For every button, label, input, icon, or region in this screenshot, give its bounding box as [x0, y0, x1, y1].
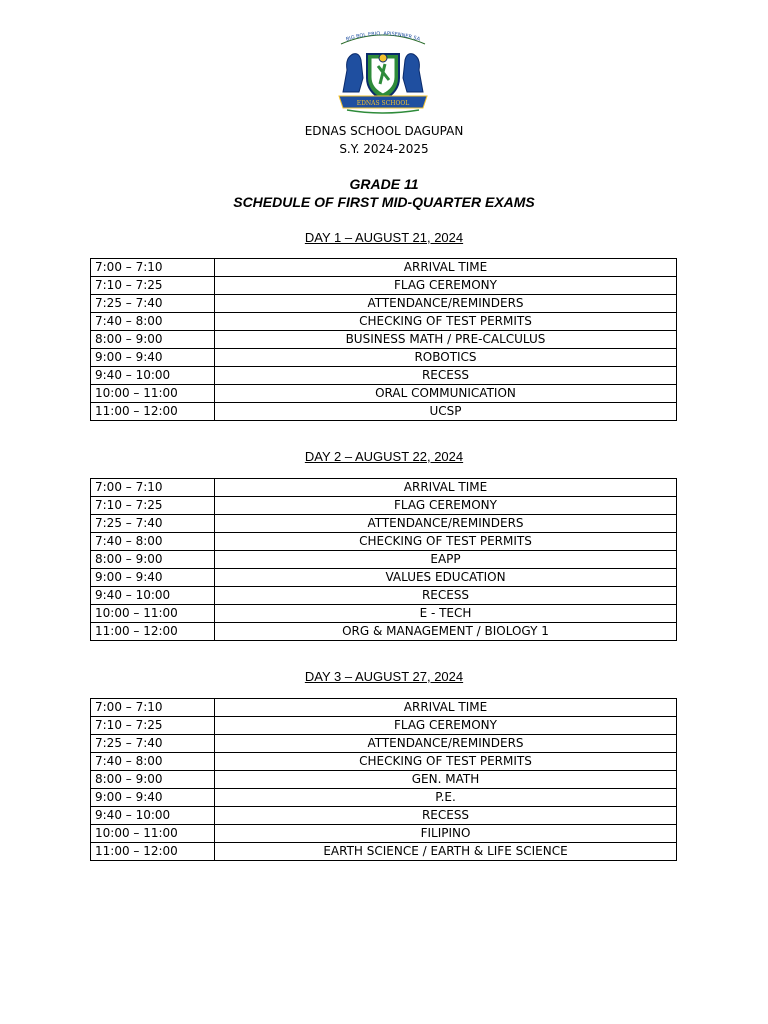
table-row: [91, 605, 677, 623]
activity-cell: FLAG CEREMONY: [215, 497, 677, 515]
table-row: [91, 569, 677, 587]
activity-cell: ARRIVAL TIME: [215, 699, 677, 717]
time-cell: 10:00 – 11:00: [91, 825, 215, 843]
time-cell: 7:00 – 7:10: [91, 259, 215, 277]
activity-cell: ROBOTICS: [215, 349, 677, 367]
time-cell: 9:40 – 10:00: [91, 587, 215, 605]
table-row: [91, 497, 677, 515]
school-name: EDNAS SCHOOL DAGUPAN: [304, 124, 464, 138]
table-row: [91, 259, 677, 277]
activity-cell: EARTH SCIENCE / EARTH & LIFE SCIENCE: [215, 843, 677, 861]
time-cell: 8:00 – 9:00: [91, 771, 215, 789]
activity-cell: E - TECH: [215, 605, 677, 623]
activity-cell: CHECKING OF TEST PERMITS: [215, 313, 677, 331]
activity-cell: FLAG CEREMONY: [215, 277, 677, 295]
activity-cell: ARRIVAL TIME: [215, 479, 677, 497]
activity-cell: FILIPINO: [215, 825, 677, 843]
table-row: [91, 515, 677, 533]
crest-motto-text: BIG BOI, ERIO, APISENNER SA: [345, 30, 421, 43]
table-row: [91, 403, 677, 421]
time-cell: 7:25 – 7:40: [91, 295, 215, 313]
day-2-schedule-table: [90, 478, 677, 641]
table-row: [91, 717, 677, 735]
school-crest-logo: [333, 30, 433, 116]
time-cell: 7:10 – 7:25: [91, 717, 215, 735]
table-row: [91, 753, 677, 771]
time-cell: 9:00 – 9:40: [91, 789, 215, 807]
activity-cell: CHECKING OF TEST PERMITS: [215, 753, 677, 771]
time-cell: 7:00 – 7:10: [91, 479, 215, 497]
table-row: [91, 807, 677, 825]
table-row: [91, 479, 677, 497]
day-3-schedule-table: [90, 698, 677, 861]
time-cell: 8:00 – 9:00: [91, 551, 215, 569]
time-cell: 10:00 – 11:00: [91, 385, 215, 403]
time-cell: 7:40 – 8:00: [91, 313, 215, 331]
activity-cell: RECESS: [215, 367, 677, 385]
activity-cell: EAPP: [215, 551, 677, 569]
crest-left-horse: [343, 54, 363, 92]
table-row: [91, 367, 677, 385]
day-1-schedule-table: [90, 258, 677, 421]
table-row: [91, 699, 677, 717]
time-cell: 8:00 – 9:00: [91, 331, 215, 349]
table-row: [91, 533, 677, 551]
activity-cell: FLAG CEREMONY: [215, 717, 677, 735]
time-cell: 7:25 – 7:40: [91, 735, 215, 753]
activity-cell: ORG & MANAGEMENT / BIOLOGY 1: [215, 623, 677, 641]
table-row: [91, 277, 677, 295]
time-cell: 11:00 – 12:00: [91, 403, 215, 421]
time-cell: 7:10 – 7:25: [91, 497, 215, 515]
activity-cell: ATTENDANCE/REMINDERS: [215, 295, 677, 313]
crest-right-horse: [403, 54, 423, 92]
crest-banner-text: EDNAS SCHOOL: [356, 100, 410, 107]
day-3-heading: DAY 3 – AUGUST 27, 2024: [304, 669, 464, 684]
table-row: [91, 349, 677, 367]
time-cell: 9:00 – 9:40: [91, 349, 215, 367]
time-cell: 9:00 – 9:40: [91, 569, 215, 587]
activity-cell: ORAL COMMUNICATION: [215, 385, 677, 403]
time-cell: 7:40 – 8:00: [91, 533, 215, 551]
table-row: [91, 789, 677, 807]
time-cell: 10:00 – 11:00: [91, 605, 215, 623]
activity-cell: ARRIVAL TIME: [215, 259, 677, 277]
table-row: [91, 735, 677, 753]
table-row: [91, 295, 677, 313]
activity-cell: GEN. MATH: [215, 771, 677, 789]
time-cell: 9:40 – 10:00: [91, 367, 215, 385]
table-row: [91, 771, 677, 789]
time-cell: 9:40 – 10:00: [91, 807, 215, 825]
schedule-title: SCHEDULE OF FIRST MID-QUARTER EXAMS: [233, 194, 535, 210]
time-cell: 11:00 – 12:00: [91, 843, 215, 861]
time-cell: 11:00 – 12:00: [91, 623, 215, 641]
activity-cell: BUSINESS MATH / PRE-CALCULUS: [215, 331, 677, 349]
activity-cell: UCSP: [215, 403, 677, 421]
table-row: [91, 551, 677, 569]
grade-title: GRADE 11: [349, 176, 419, 192]
day-2-heading: DAY 2 – AUGUST 22, 2024: [304, 449, 464, 464]
activity-cell: VALUES EDUCATION: [215, 569, 677, 587]
time-cell: 7:40 – 8:00: [91, 753, 215, 771]
time-cell: 7:10 – 7:25: [91, 277, 215, 295]
activity-cell: ATTENDANCE/REMINDERS: [215, 515, 677, 533]
time-cell: 7:25 – 7:40: [91, 515, 215, 533]
table-row: [91, 825, 677, 843]
table-row: [91, 331, 677, 349]
table-row: [91, 843, 677, 861]
activity-cell: RECESS: [215, 807, 677, 825]
day-1-heading: DAY 1 – AUGUST 21, 2024: [304, 230, 464, 245]
table-row: [91, 623, 677, 641]
activity-cell: RECESS: [215, 587, 677, 605]
activity-cell: CHECKING OF TEST PERMITS: [215, 533, 677, 551]
activity-cell: ATTENDANCE/REMINDERS: [215, 735, 677, 753]
school-year: S.Y. 2024-2025: [339, 142, 429, 156]
activity-cell: P.E.: [215, 789, 677, 807]
table-row: [91, 313, 677, 331]
table-row: [91, 587, 677, 605]
time-cell: 7:00 – 7:10: [91, 699, 215, 717]
table-row: [91, 385, 677, 403]
